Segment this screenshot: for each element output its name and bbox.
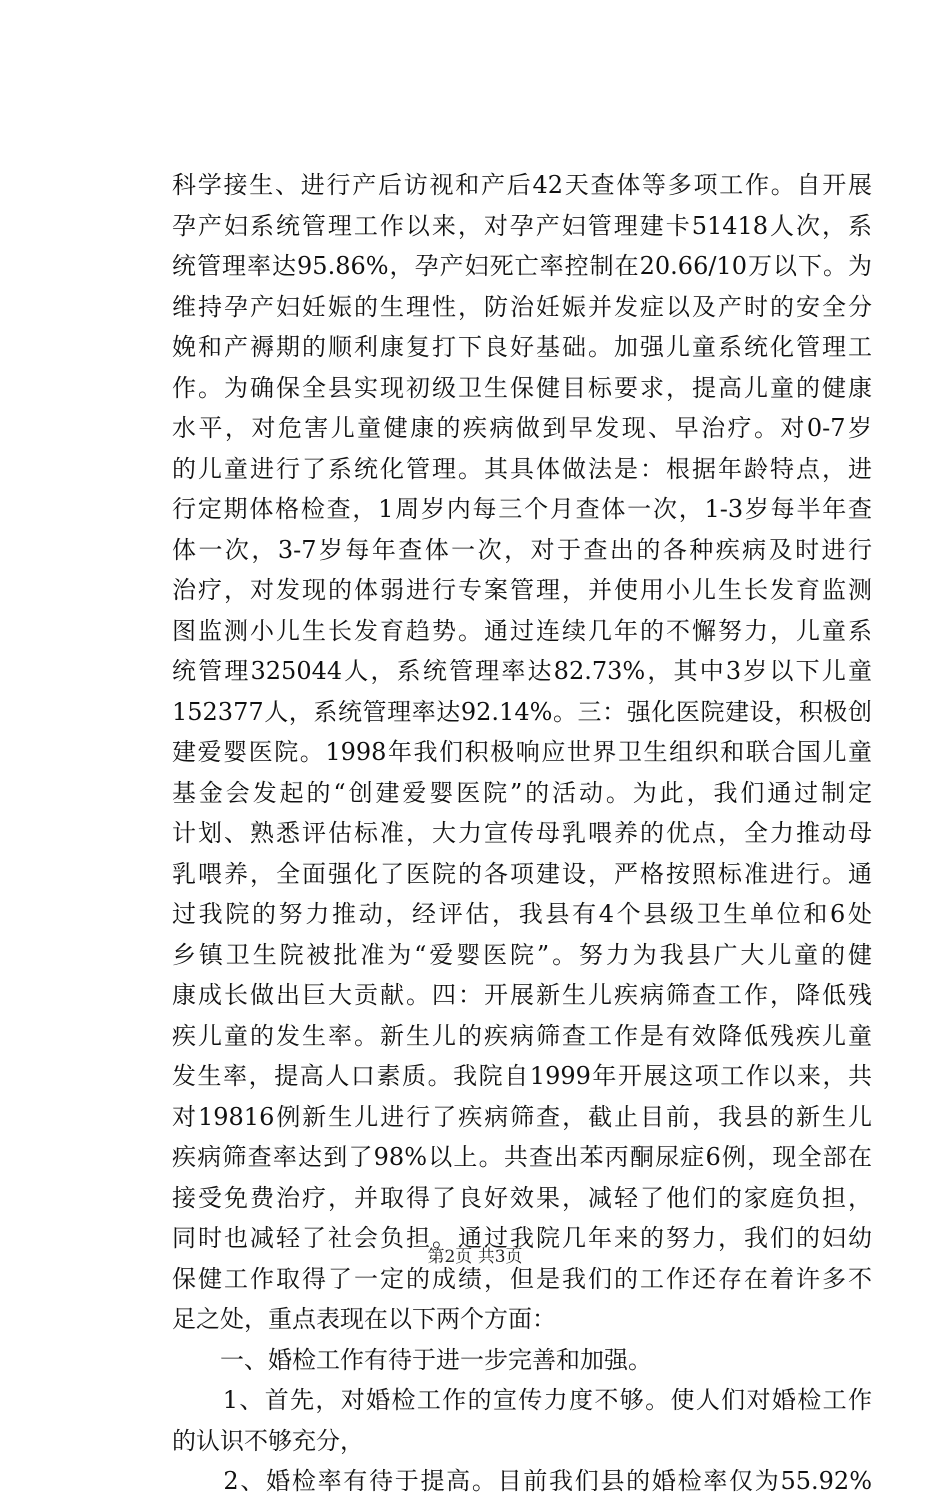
text-line: 娩和产褥期的顺利康复打下良好基础。加强儿童系统化管理工: [172, 333, 872, 361]
text-line: 治疗，对发现的体弱进行专案管理，并使用小儿生长发育监测: [172, 576, 872, 604]
text-line: 行定期体格检查，1周岁内每三个月查体一次，1-3岁每半年查: [172, 495, 872, 523]
text-line: 足之处，重点表现在以下两个方面：: [172, 1305, 556, 1333]
text-line: 体一次，3-7岁每年查体一次，对于查出的各种疾病及时进行: [172, 535, 872, 564]
text-line: 孕产妇系统管理工作以来，对孕产妇管理建卡51418人次，系: [172, 211, 872, 240]
text-line: 的儿童进行了系统化管理。其具体做法是：根据年龄特点，进: [172, 454, 872, 483]
text-line: 疾病筛查率达到了98%以上。共查出苯丙酮尿症6例，现全部在: [172, 1143, 872, 1171]
text-line: 维持孕产妇妊娠的生理性，防治妊娠并发症以及产时的安全分: [172, 292, 872, 321]
text-line: 1、首先，对婚检工作的宣传力度不够。使人们对婚检工作: [172, 1386, 872, 1414]
text-line: 同时也减轻了社会负担。通过我院几年来的努力，我们的妇幼: [172, 1224, 872, 1252]
page-number-footer: 第2页 共3页: [427, 1247, 523, 1267]
text-line: 康成长做出巨大贡献。四：开展新生儿疾病筛查工作，降低残: [172, 981, 872, 1009]
body-text: [172, 165, 872, 1502]
text-line: 基金会发起的“创建爱婴医院”的活动。为此，我们通过制定: [172, 778, 872, 807]
text-line: 对19816例新生儿进行了疾病筛查，截止目前，我县的新生儿: [172, 1102, 872, 1131]
text-line: 乳喂养，全面强化了医院的各项建设，严格按照标准进行。通: [172, 859, 872, 888]
text-line: 作。为确保全县实现初级卫生保健目标要求，提高儿童的健康: [172, 373, 872, 402]
text-line: 统管理325044人，系统管理率达82.73%，其中3岁以下儿童: [172, 657, 872, 685]
text-line: 建爱婴医院。1998年我们积极响应世界卫生组织和联合国儿童: [172, 738, 872, 766]
text-line: 疾儿童的发生率。新生儿的疾病筛查工作是有效降低残疾儿童: [172, 1021, 872, 1050]
text-line: 的认识不够充分，: [172, 1426, 364, 1455]
text-line: 接受免费治疗，并取得了良好效果，减轻了他们的家庭负担，: [172, 1183, 872, 1212]
text-line: 2、婚检率有待于提高。目前我们县的婚检率仅为55.92%: [172, 1467, 872, 1495]
text-line: 图监测小儿生长发育趋势。通过连续几年的不懈努力，儿童系: [172, 616, 872, 645]
text-line: 乡镇卫生院被批准为“爱婴医院”。努力为我县广大儿童的健: [172, 940, 872, 969]
text-line: 过我院的努力推动，经评估，我县有4个县级卫生单位和6处: [172, 900, 872, 928]
text-line: 科学接生、进行产后访视和产后42天查体等多项工作。自开展: [172, 171, 872, 199]
text-line: 水平，对危害儿童健康的疾病做到早发现、早治疗。对0-7岁: [172, 414, 872, 442]
text-line: 统管理率达95.86%，孕产妇死亡率控制在20.66/10万以下。为: [172, 252, 872, 280]
text-line: 152377人，系统管理率达92.14%。三：强化医院建设，积极创: [172, 697, 872, 726]
section-heading: 一、婚检工作有待于进一步完善和加强。: [172, 1345, 652, 1374]
text-line: 发生率，提高人口素质。我院自1999年开展这项工作以来，共: [172, 1062, 872, 1090]
text-line: 保健工作取得了一定的成绩，但是我们的工作还存在着许多不: [172, 1264, 872, 1293]
text-line: 计划、熟悉评估标准，大力宣传母乳喂养的优点，全力推动母: [172, 819, 872, 847]
